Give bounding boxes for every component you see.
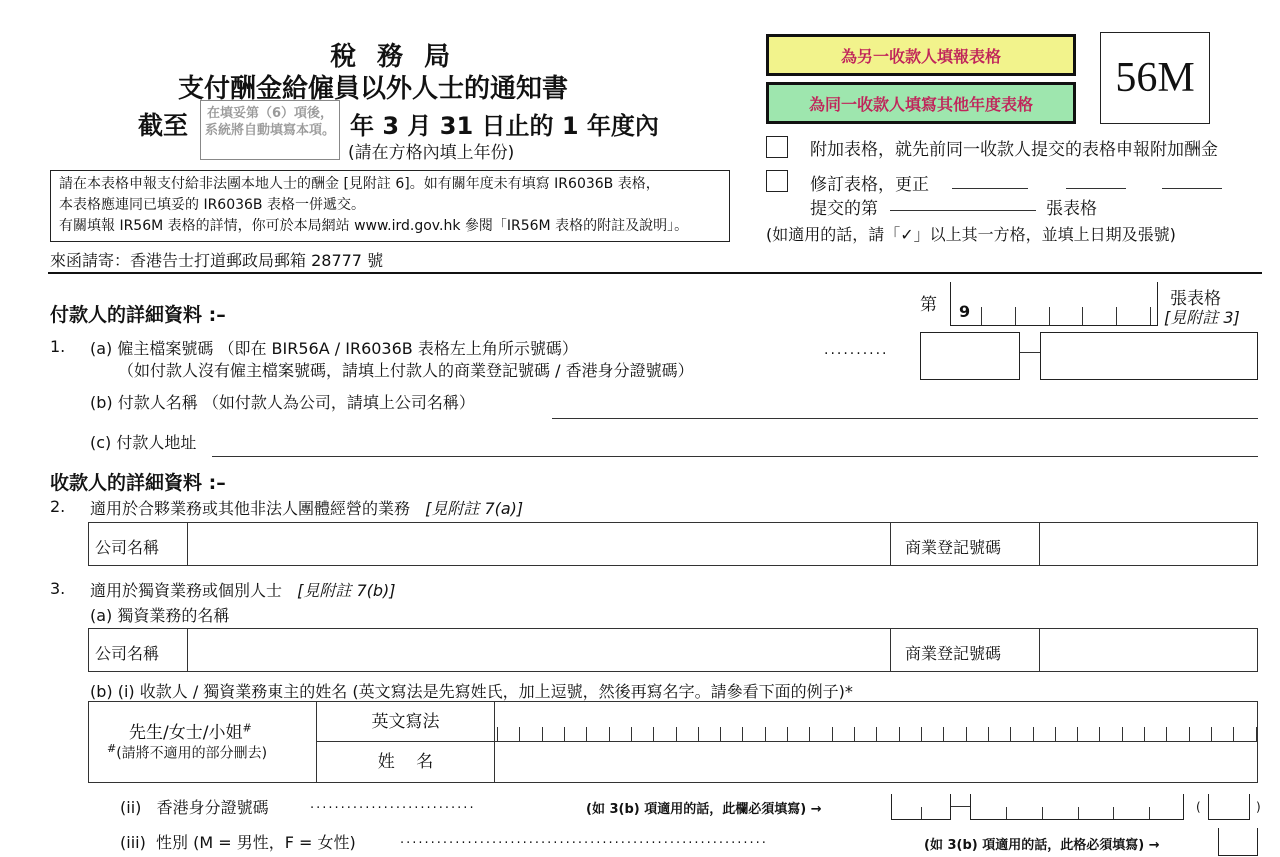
another-payee-button[interactable]: 為另一收款人填報表格 bbox=[766, 34, 1076, 76]
form-title: 支付酬金給僱員以外人士的通知書 bbox=[178, 74, 569, 104]
payee-item3-label bbox=[90, 578, 396, 601]
delete-note: (請將不適用的部分刪去) bbox=[116, 745, 268, 762]
office-title: 稅 務 局 bbox=[330, 42, 457, 72]
payer-1c-label: (c) 付款人地址 bbox=[90, 433, 197, 452]
hkid-check-close: ) bbox=[1256, 800, 1261, 814]
partnership-br-label: 商業登記號碼 bbox=[905, 538, 1002, 557]
payee-item2-no: 2. bbox=[50, 497, 66, 516]
partnership-br-field[interactable] bbox=[1039, 523, 1257, 565]
payee-item3-ref: [見附註 7(b)] bbox=[297, 581, 396, 600]
year-hint: (請在方格內填上年份) bbox=[348, 143, 515, 163]
hkid-label: (ii) 香港身分證號碼 bbox=[120, 798, 269, 817]
hkid-note: (如 3(b) 項適用的話，此欄必須填寫) → bbox=[586, 802, 822, 817]
payee-item3b-label: (b) (i) 收款人 / 獨資業務東主的姓名 (英文寫法是先寫姓氏，加上逗號，然後再寫名字。請參看下面的例子)* bbox=[90, 682, 853, 701]
hkid-number-field[interactable] bbox=[970, 794, 1184, 820]
employer-file-dash bbox=[1020, 352, 1040, 353]
checkbox-note: (如適用的話，請「✓」以上其一方格，並填上日期及張號) bbox=[766, 225, 1176, 244]
payer-item-no: 1. bbox=[50, 337, 66, 356]
payer-heading: 付款人的詳細資料 :– bbox=[50, 304, 226, 326]
hkid-dots: ........................... bbox=[310, 797, 476, 812]
chinese-name-label-cell bbox=[317, 742, 495, 782]
header-divider bbox=[48, 272, 1262, 274]
employer-file-number-field[interactable] bbox=[1040, 332, 1258, 380]
payer-1a-line1: (a) 僱主檔案號碼 （即在 BIR56A / IR6036B 表格左上角所示號碼） bbox=[90, 339, 578, 358]
sole-prop-br-label: 商業登記號碼 bbox=[905, 644, 1002, 663]
mail-address: 來函請寄：香港告士打道郵政局郵箱 28777 號 bbox=[50, 251, 384, 270]
hkid-check-open: ( bbox=[1196, 800, 1201, 814]
payee-item3-text: 適用於獨資業務或個別人士 bbox=[90, 581, 283, 600]
notice-line-3: 有關填報 IR56M 表格的詳情，你可於本局網站 www.ird.gov.hk 參閱「IR56M 表格的附註及說明」。 bbox=[59, 218, 689, 234]
other-years-button[interactable]: 為同一收款人填寫其他年度表格 bbox=[766, 82, 1076, 124]
partnership-company-label: 公司名稱 bbox=[95, 538, 160, 557]
payee-item2-text: 適用於合夥業務或其他非法人團體經營的業務 bbox=[90, 499, 411, 518]
payer-name-field[interactable] bbox=[552, 418, 1258, 419]
sex-label: (iii) 性別 (M = 男性，F = 女性) bbox=[120, 833, 356, 852]
sheet-no-prefix: 第 bbox=[920, 295, 937, 315]
hkid-number-ticks bbox=[1006, 807, 1150, 819]
payee-item2-ref: [見附註 7(a)] bbox=[425, 499, 524, 518]
payer-1a-line2: （如付款人沒有僱主檔案號碼，請填上付款人的商業登記號碼 / 香港身分證號碼） bbox=[118, 361, 694, 380]
title-cell[interactable] bbox=[89, 702, 317, 782]
partnership-company-field[interactable] bbox=[187, 523, 891, 565]
sex-dots: ............................................................ bbox=[400, 832, 768, 847]
delete-mark: # bbox=[107, 742, 117, 755]
revised-date-year[interactable] bbox=[1162, 188, 1222, 189]
revised-sheet-prefix: 提交的第 bbox=[810, 199, 878, 219]
payee-heading: 收款人的詳細資料 :– bbox=[50, 472, 226, 494]
revised-sheet-suffix: 張表格 bbox=[1046, 199, 1097, 219]
sole-prop-company-label: 公司名稱 bbox=[95, 644, 160, 663]
sheet-no-digit: 9 bbox=[959, 302, 971, 321]
form-code: 56M bbox=[1115, 55, 1195, 101]
notice-line-2: 本表格應連同已填妥的 IR6036B 表格一併遞交。 bbox=[59, 197, 365, 213]
title-options: 先生/女士/小姐 bbox=[129, 723, 243, 743]
notice-box bbox=[50, 170, 730, 242]
payer-1b-label: (b) 付款人名稱 （如付款人為公司，請填上公司名稱） bbox=[90, 393, 475, 412]
revised-date-day[interactable] bbox=[952, 188, 1028, 189]
sole-prop-br-field[interactable] bbox=[1039, 629, 1257, 671]
revised-sheet-number[interactable] bbox=[890, 210, 1036, 211]
name-table bbox=[88, 701, 1258, 783]
sole-prop-company-field[interactable] bbox=[187, 629, 891, 671]
revised-form-label: 修訂表格，更正 bbox=[810, 175, 929, 195]
english-name-field[interactable] bbox=[495, 702, 1257, 742]
sex-field[interactable] bbox=[1218, 828, 1258, 856]
payer-1a-dots: .......... bbox=[824, 342, 889, 358]
english-name-ticks bbox=[497, 727, 1257, 741]
title-mark: # bbox=[242, 721, 252, 735]
sheet-no-field[interactable] bbox=[950, 282, 1158, 326]
hkid-check-digit-field[interactable] bbox=[1208, 794, 1250, 820]
payee-item2-label bbox=[90, 496, 523, 519]
revised-form-checkbox[interactable] bbox=[766, 170, 788, 192]
hkid-prefix-field[interactable] bbox=[891, 794, 951, 820]
english-name-label-cell bbox=[317, 702, 495, 742]
payee-item3-no: 3. bbox=[50, 579, 66, 598]
sheet-no-suffix: 張表格 bbox=[1170, 289, 1221, 309]
sole-prop-row bbox=[88, 628, 1258, 672]
notice-line-1: 請在本表格申報支付給非法團本地人士的酬金 [見附註 6]。如有關年度未有填寫 IR6036B 表格， bbox=[59, 176, 660, 192]
hkid-dash bbox=[951, 806, 970, 807]
chinese-name-label: 姓 名 bbox=[377, 752, 434, 772]
chinese-name-field[interactable] bbox=[495, 742, 1257, 782]
payee-item3a-label: (a) 獨資業務的名稱 bbox=[90, 606, 230, 625]
year-prefix: 截至 bbox=[138, 111, 189, 140]
english-name-label: 英文寫法 bbox=[371, 712, 440, 732]
additional-form-label: 附加表格，就先前同一收款人提交的表格申報附加酬金 bbox=[810, 140, 1218, 160]
revised-date-month[interactable] bbox=[1066, 188, 1126, 189]
year-field[interactable]: 在填妥第（6）項後，系統將自動填寫本項。 bbox=[200, 100, 340, 160]
partnership-row bbox=[88, 522, 1258, 566]
form-code-box bbox=[1100, 32, 1210, 124]
sheet-no-note: [見附註 3] bbox=[1164, 308, 1240, 327]
additional-form-checkbox[interactable] bbox=[766, 136, 788, 158]
payer-address-field[interactable] bbox=[212, 456, 1258, 457]
year-period: 年 3 月 31 日止的 1 年度內 bbox=[350, 112, 659, 140]
sex-note: (如 3(b) 項適用的話，此格必須填寫) → bbox=[924, 838, 1160, 853]
sheet-no-ticks bbox=[981, 307, 1151, 325]
employer-file-prefix-field[interactable] bbox=[920, 332, 1020, 380]
